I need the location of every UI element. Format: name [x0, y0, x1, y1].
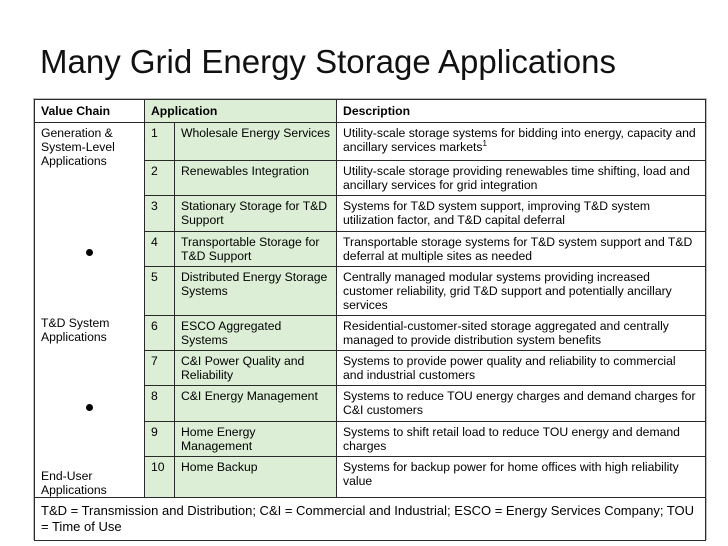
value-chain-column	[35, 123, 145, 498]
applications-table	[34, 99, 706, 541]
row-description: Systems to shift retail load to reduce TOU energy and demand charges	[337, 421, 706, 456]
header-value-chain: Value Chain	[35, 100, 145, 123]
row-application: Distributed Energy Storage Systems	[175, 266, 337, 315]
row-application: C&I Power Quality and Reliability	[175, 351, 337, 386]
row-description: Systems for T&D system support, improving T&D system utilization factor, and T&D capital deferral	[337, 196, 706, 231]
bullet-marker	[86, 249, 93, 256]
row-application: Home Energy Management	[175, 421, 337, 456]
row-description: Residential-customer-sited storage aggregated and centrally managed to provide distribution system benefits	[337, 316, 706, 351]
row-number: 6	[145, 316, 175, 351]
row-number: 9	[145, 421, 175, 456]
row-description: Systems to reduce TOU energy charges and demand charges for C&I customers	[337, 386, 706, 421]
row-number: 3	[145, 196, 175, 231]
value-chain-generation: Generation & System-Level Applications	[41, 126, 115, 168]
slide-title: Many Grid Energy Storage Applications	[40, 43, 616, 80]
table-footer-note: T&D = Transmission and Distribution; C&I = Commercial and Industrial; ESCO = Energy Services Company; TOU = Time of Use	[35, 498, 706, 541]
row-application: Stationary Storage for T&D Support	[175, 196, 337, 231]
row-description: Systems to provide power quality and reliability to commercial and industrial customers	[337, 351, 706, 386]
row-description-text: Utility-scale storage systems for bidding into energy, capacity and ancillary services markets	[343, 126, 696, 154]
row-number: 1	[145, 123, 175, 161]
value-chain-end-user: End-User Applications	[41, 469, 107, 497]
row-number: 10	[145, 456, 175, 497]
header-description: Description	[337, 100, 706, 123]
row-description: Transportable storage systems for T&D system support and T&D deferral at multiple sites as needed	[337, 231, 706, 266]
row-number: 2	[145, 161, 175, 196]
row-number: 7	[145, 351, 175, 386]
row-application: Home Backup	[175, 456, 337, 497]
row-application: ESCO Aggregated Systems	[175, 316, 337, 351]
row-description: Systems for backup power for home offices with high reliability value	[337, 456, 706, 497]
row-description: Utility-scale storage providing renewables time shifting, load and ancillary services for grid integration	[337, 161, 706, 196]
row-application: Renewables Integration	[175, 161, 337, 196]
value-chain-td-system: T&D System Applications	[41, 316, 110, 344]
footnote-mark: 1	[482, 138, 487, 148]
row-application: Wholesale Energy Services	[175, 123, 337, 161]
row-number: 4	[145, 231, 175, 266]
row-number: 5	[145, 266, 175, 315]
bullet-marker	[86, 404, 93, 411]
row-number: 8	[145, 386, 175, 421]
row-application: Transportable Storage for T&D Support	[175, 231, 337, 266]
row-description	[337, 123, 706, 161]
row-application: C&I Energy Management	[175, 386, 337, 421]
header-application: Application	[145, 100, 337, 123]
row-description: Centrally managed modular systems providing increased customer reliability, grid T&D support and potentially ancillary services	[337, 266, 706, 315]
